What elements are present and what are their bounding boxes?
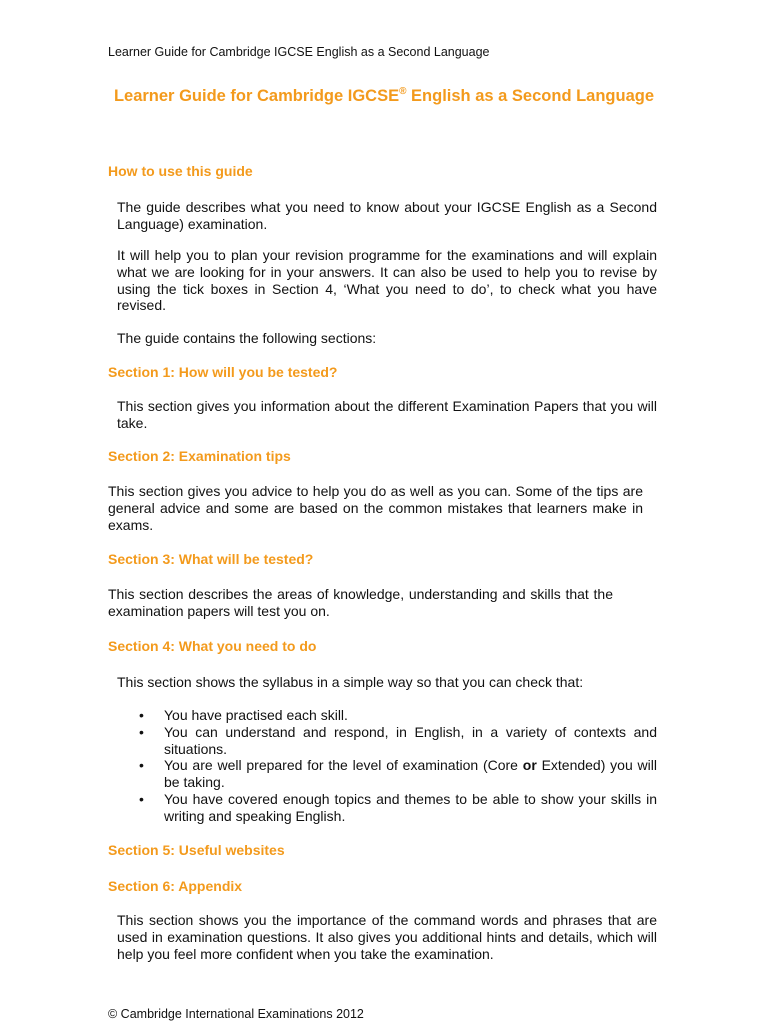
- title-part-2: English as a Second Language: [406, 87, 655, 105]
- list-item: [117, 791, 657, 825]
- section-2-text: This section gives you advice to help you do as well as you can. Some of the tips are general advice and some are based on the common mistakes that learners make in exams.: [108, 483, 643, 533]
- section-3-text: This section describes the areas of knowledge, understanding and skills that the examination papers will test you on.: [108, 586, 613, 619]
- section-1-heading: Section 1: How will you be tested?: [108, 364, 338, 380]
- document-title: [108, 86, 660, 106]
- bullet-icon: •: [139, 790, 144, 807]
- section-6-text: This section shows you the importance of the command words and phrases that are used in examination questions. It also gives you additional hints and details, which will help you feel more confident when you take the examination.: [117, 912, 657, 962]
- how-to-paragraph-1: The guide describes what you need to know about your IGCSE English as a Second Language) examination.: [117, 199, 657, 232]
- list-item-text: You can understand and respond, in English, in a variety of contexts and situations.: [164, 723, 657, 757]
- how-to-paragraph-2: It will help you to plan your revision programme for the examinations and will explain what we are looking for in your answers. It can also be used to help you to revise by using the tick boxes in Section 4, ‘What you need to do’, to check what you have revised.: [117, 247, 657, 314]
- list-item-text-end: Extended) you will be taking.: [164, 757, 657, 791]
- list-item: [117, 724, 657, 758]
- list-item-text-start: You are well prepared for the level of examination (Core: [164, 757, 523, 774]
- footer-copyright: © Cambridge International Examinations 2012: [108, 1007, 364, 1021]
- section-2-heading: Section 2: Examination tips: [108, 448, 291, 464]
- bullet-icon: •: [139, 757, 144, 774]
- bullet-icon: •: [139, 723, 144, 740]
- section-4-text: This section shows the syllabus in a simple way so that you can check that:: [117, 674, 584, 690]
- list-item-emphasis: or: [522, 757, 537, 774]
- list-item-text: You have covered enough topics and themes to be able to show your skills in writing and speaking English.: [164, 790, 657, 824]
- list-item-text: You have practised each skill.: [164, 707, 348, 723]
- how-to-paragraph-3: The guide contains the following sections:: [117, 330, 377, 346]
- section-6-heading: Section 6: Appendix: [108, 878, 243, 894]
- section-3-heading: Section 3: What will be tested?: [108, 551, 314, 567]
- section-4-heading: Section 4: What you need to do: [108, 638, 317, 654]
- registered-mark: ®: [399, 86, 407, 97]
- section-1-text: This section gives you information about the different Examination Papers that you will take.: [117, 398, 657, 431]
- title-part-1: Learner Guide for Cambridge IGCSE: [113, 87, 400, 105]
- list-item: [117, 757, 657, 791]
- section-4-bullet-list: [117, 707, 657, 825]
- running-header: Learner Guide for Cambridge IGCSE English as a Second Language: [108, 45, 490, 59]
- list-item: [117, 707, 657, 724]
- section-5-heading: Section 5: Useful websites: [108, 842, 285, 858]
- bullet-icon: •: [139, 707, 144, 723]
- how-to-heading: How to use this guide: [108, 163, 253, 179]
